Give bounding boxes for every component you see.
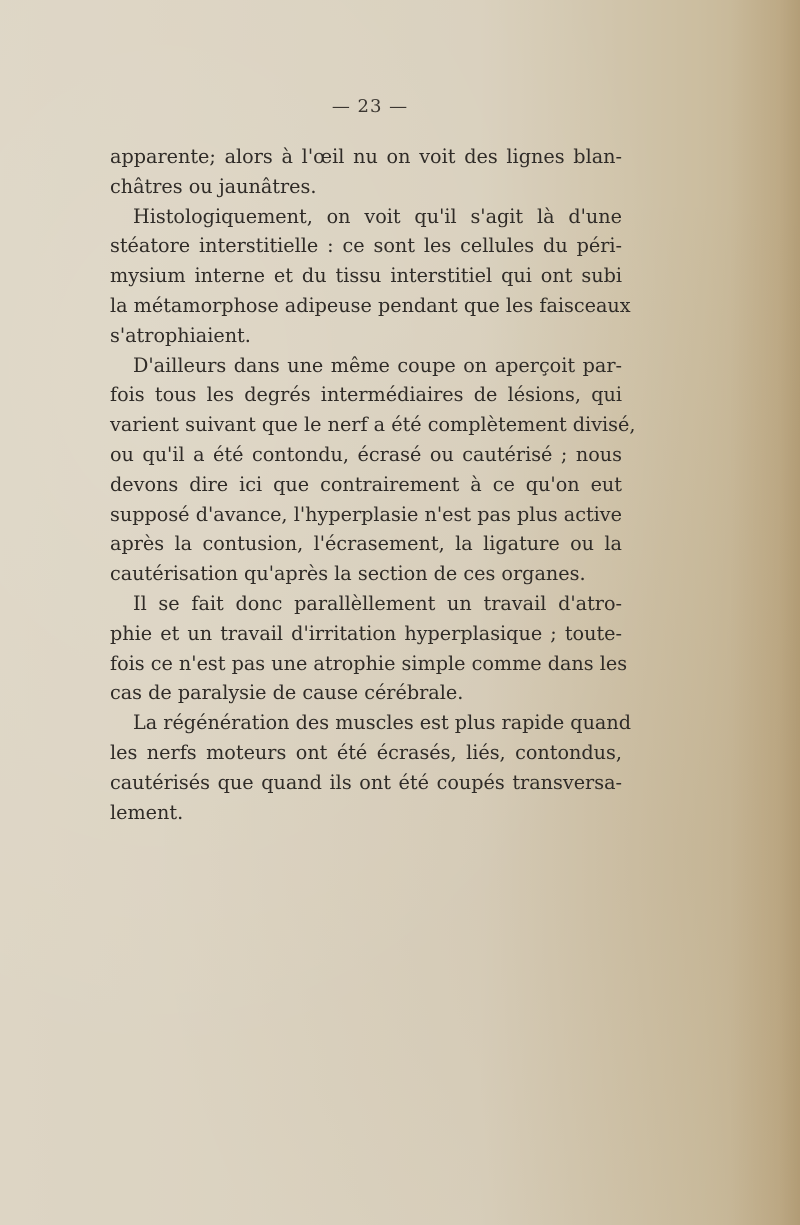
text-line: les nerfs moteurs ont été écrasés, liés, contondus, bbox=[110, 740, 622, 764]
text-line: Histologiquement, on voit qu'il s'agit là d'une bbox=[133, 204, 622, 228]
text-line: La régénération des muscles est plus rapide quand bbox=[133, 711, 632, 735]
text-line: apparente; alors à l'œil nu on voit des lignes blan- bbox=[110, 145, 622, 168]
text-line: châtres ou jaunâtres. bbox=[110, 174, 317, 198]
text-line: cautérisation qu'après la section de ces organes. bbox=[110, 562, 586, 586]
text-line: s'atrophiaient. bbox=[110, 323, 251, 347]
text-line: devons dire ici que contrairement à ce qu'on eut bbox=[110, 472, 622, 496]
text-line: mysium interne et du tissu interstitiel qui ont subi bbox=[110, 264, 622, 288]
text-line: varient suivant que le nerf a été complètement divisé, bbox=[110, 413, 636, 437]
text-line: la métamorphose adipeuse pendant que les faisceaux bbox=[110, 293, 631, 317]
text-line: fois ce n'est pas une atrophie simple comme dans les bbox=[110, 651, 628, 675]
text-line: cautérisés que quand ils ont été coupés transversa- bbox=[110, 770, 622, 794]
text-line: stéatore interstitielle : ce sont les cellules du péri- bbox=[110, 234, 622, 258]
text-line: Il se fait donc parallèllement un travail d'atro- bbox=[133, 591, 622, 615]
page-number: — 23 — bbox=[331, 96, 409, 117]
text-line: ou qu'il a été contondu, écrasé ou cautérisé ; nous bbox=[110, 442, 622, 466]
text-line: lement. bbox=[110, 800, 184, 824]
text-line: après la contusion, l'écrasement, la ligature ou la bbox=[110, 532, 622, 556]
text-line: fois tous les degrés intermédiaires de lésions, qui bbox=[110, 383, 622, 407]
text-line: D'ailleurs dans une même coupe on aperçoit par- bbox=[133, 353, 622, 377]
text-line: supposé d'avance, l'hyperplasie n'est pas plus active bbox=[110, 502, 622, 526]
text-line: cas de paralysie de cause cérébrale. bbox=[110, 681, 464, 705]
page-edge-shading bbox=[730, 0, 800, 1225]
text-line: phie et un travail d'irritation hyperplasique ; toute- bbox=[110, 621, 622, 645]
body-text bbox=[110, 142, 636, 827]
